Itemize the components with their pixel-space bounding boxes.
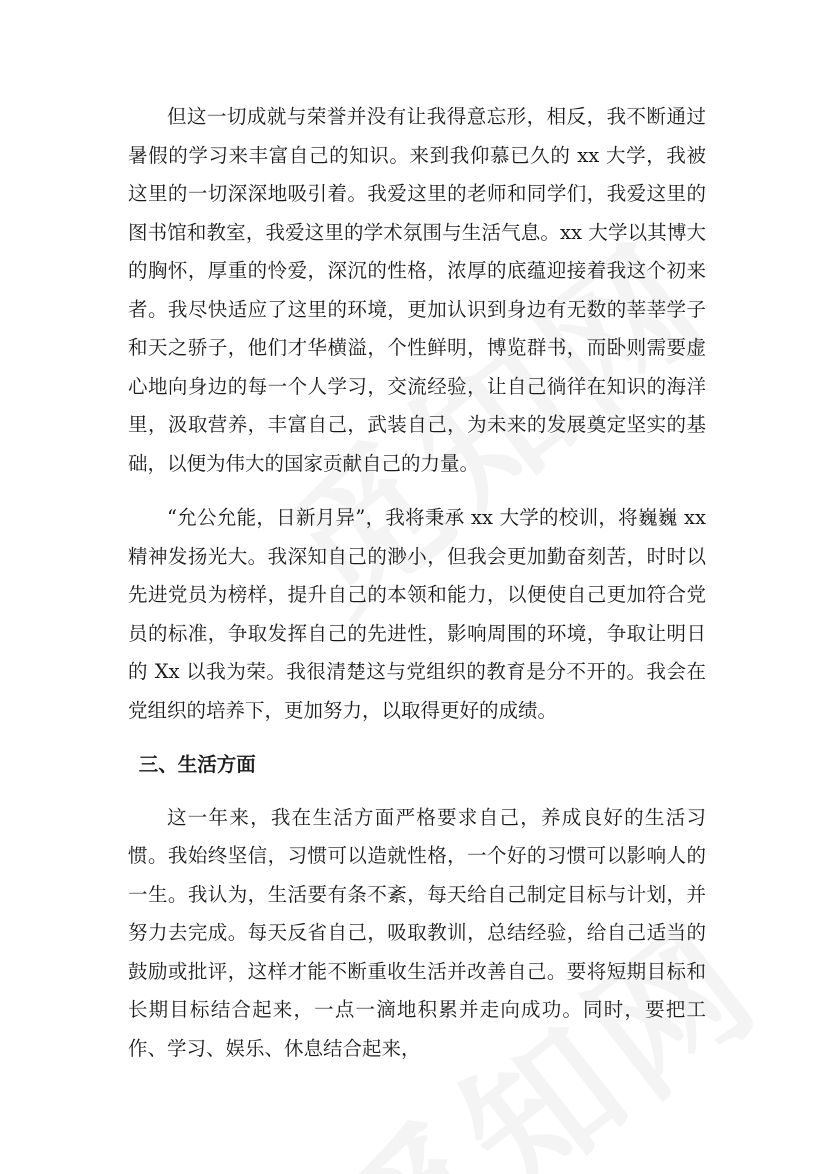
paragraph: 这一年来，我在生活方面严格要求自己，养成良好的生活习惯。我始终坚信，习惯可以造就性格，一个好的习惯可以影响人的一生。我认为，生活要有条不紊，每天给自己制定目标与计划，并努力去完成。每天反省自己，吸取教训，总结经验，给自己适当的鼓励或批评，这样才能不断重收生活并改善自己。要将短期目标和长期目标结合起来，一点一滴地积累并走向成功。同时，要把工作、学习、娱乐、休息结合起来， xyxy=(128,805,706,1060)
paragraph: 但这一切成就与荣誉并没有让我得意忘形，相反，我不断通过暑假的学习来丰富自己的知识。来到我仰慕已久的 xx 大学，我被这里的一切深深地吸引着。我爱这里的老师和同学们，我爱这里的图书馆和教室，我爱这里的学术氛围与生活气息。xx 大学以其博大的胸怀，厚重的怜爱，深沉的性格，浓厚的底蕴迎接着我这个初来者。我尽快适应了这里的环境，更加认识到身边有无数的莘莘学子和天之骄子，他们才华横溢，个性鲜明，博览群书，而卧则需要虚心地向身边的每一个人学习，交流经验，让自己徜徉在知识的海洋里，汲取营养，丰富自己，武装自己，为未来的发展奠定坚实的基础，以便为伟大的国家贡献自己的力量。 xyxy=(128,105,706,475)
paragraph: “允公允能，日新月异”，我将秉承 xx 大学的校训，将巍巍 xx 精神发扬光大。我深知自己的渺小，但我会更加勤奋刻苦，时时以先进党员为榜样，提升自己的本领和能力，以便使自己更加符合党员的标准，争取发挥自己的先进性，影响周围的环境，争取让明日的 Xx 以我为荣。我很清楚这与党组织的教育是分不开的。我会在党组织的培养下，更加努力，以取得更好的成绩。 xyxy=(128,506,706,722)
section-heading: 三、生活方面 xyxy=(138,753,256,776)
document-body xyxy=(128,98,706,1084)
